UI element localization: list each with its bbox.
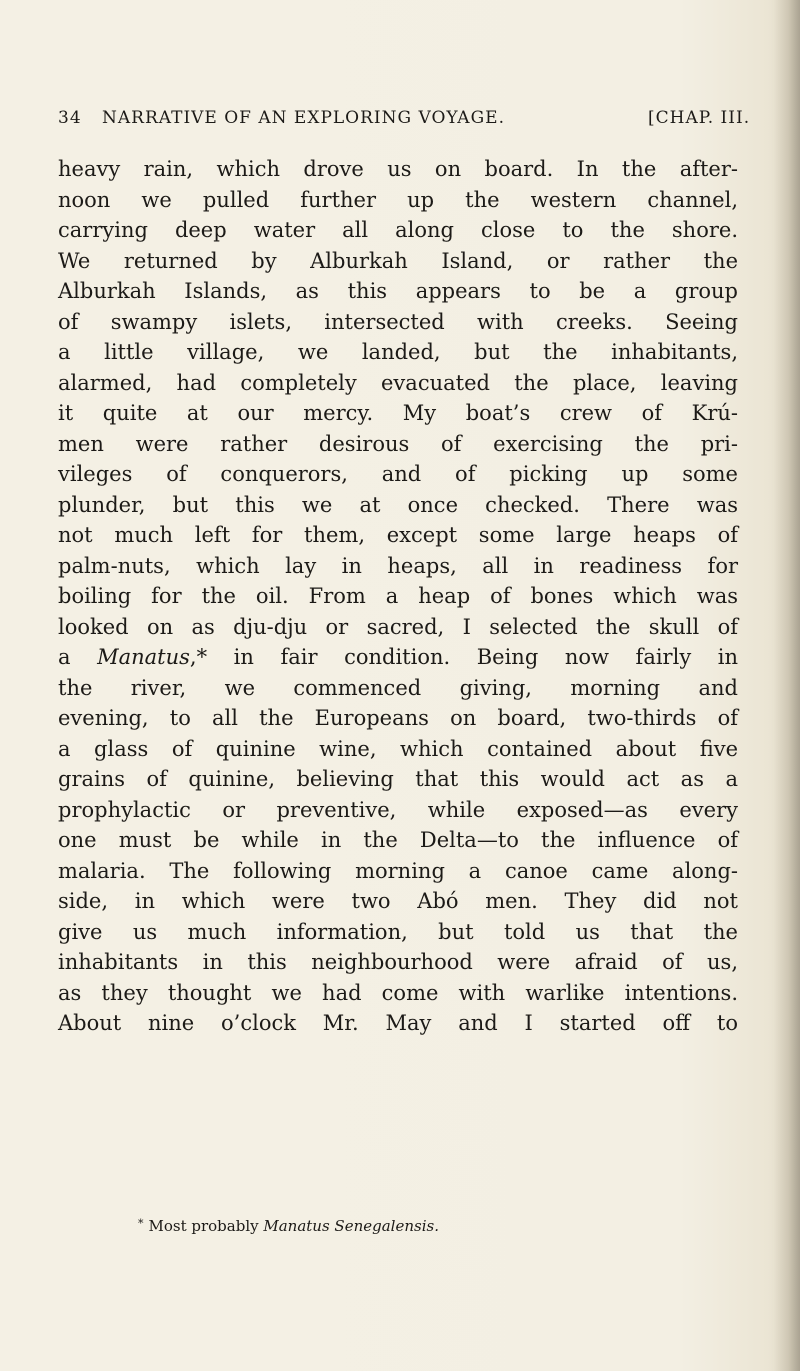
text-line: as they thought we had come with warlike intentions. [58, 980, 738, 1005]
manatus-line-before: a [58, 645, 98, 669]
text-line: a glass of quinine wine, which contained about five [58, 736, 738, 761]
body-text [58, 154, 738, 1039]
running-title: NARRATIVE OF AN EXPLORING VOYAGE. [102, 108, 505, 128]
footnote-text: Most probably [148, 1217, 264, 1235]
text-line: About nine o’clock Mr. May and I started off to [58, 1011, 738, 1035]
text-line: vileges of conquerors, and of picking up some [58, 462, 738, 486]
text-line: one must be while in the Delta—to the influence of [58, 828, 738, 852]
text-line: of swampy islets, intersected with creeks. Seeing [58, 309, 738, 334]
text-line: looked on as dju-dju or sacred, I selected the skull of [58, 614, 738, 639]
text-line: a little village, we landed, but the inhabitants, [58, 340, 738, 364]
text-line: noon we pulled further up the western channel, [58, 187, 738, 212]
manatus-line-after: ,* in fair condition. Being now fairly in [189, 645, 738, 669]
text-line: alarmed, had completely evacuated the place, leaving [58, 370, 738, 395]
text-line: inhabitants in this neighbourhood were afraid of us, [58, 950, 738, 974]
text-line: boiling for the oil. From a heap of bones which was [58, 584, 738, 608]
text-line: heavy rain, which drove us on board. In the after- [58, 157, 738, 181]
text-line: We returned by Alburkah Island, or rather the [58, 248, 738, 273]
text-line: grains of quinine, believing that this would act as a [58, 767, 738, 791]
footnote-italic: Manatus Senegalensis. [263, 1217, 439, 1235]
text-line-manatus [58, 642, 738, 673]
text-line: malaria. The following morning a canoe came along- [58, 858, 738, 883]
text-line: side, in which were two Abó men. They did not [58, 889, 738, 913]
text-line: evening, to all the Europeans on board, two-thirds of [58, 706, 738, 730]
text-line: it quite at our mercy. My boat’s crew of Krú- [58, 401, 738, 425]
footnote [138, 1217, 439, 1235]
text-line: palm-nuts, which lay in heaps, all in readiness for [58, 553, 738, 578]
text-line: not much left for them, except some large heaps of [58, 523, 738, 547]
manatus-italic: Manatus [97, 645, 190, 669]
running-head [58, 108, 751, 134]
text-line: carrying deep water all along close to the shore. [58, 218, 738, 242]
footnote-marker: * [138, 1217, 144, 1230]
text-line: men were rather desirous of exercising the pri- [58, 431, 738, 456]
text-line: prophylactic or preventive, while exposed—as every [58, 797, 738, 822]
page-number: 34 [58, 108, 82, 128]
text-line: give us much information, but told us that the [58, 919, 738, 944]
page-edge-shadow [774, 0, 800, 1371]
text-line: Alburkah Islands, as this appears to be a group [58, 279, 738, 303]
text-line: the river, we commenced giving, morning and [58, 675, 738, 700]
chapter-reference: [CHAP. III. [648, 108, 751, 128]
text-line: plunder, but this we at once checked. There was [58, 492, 738, 517]
